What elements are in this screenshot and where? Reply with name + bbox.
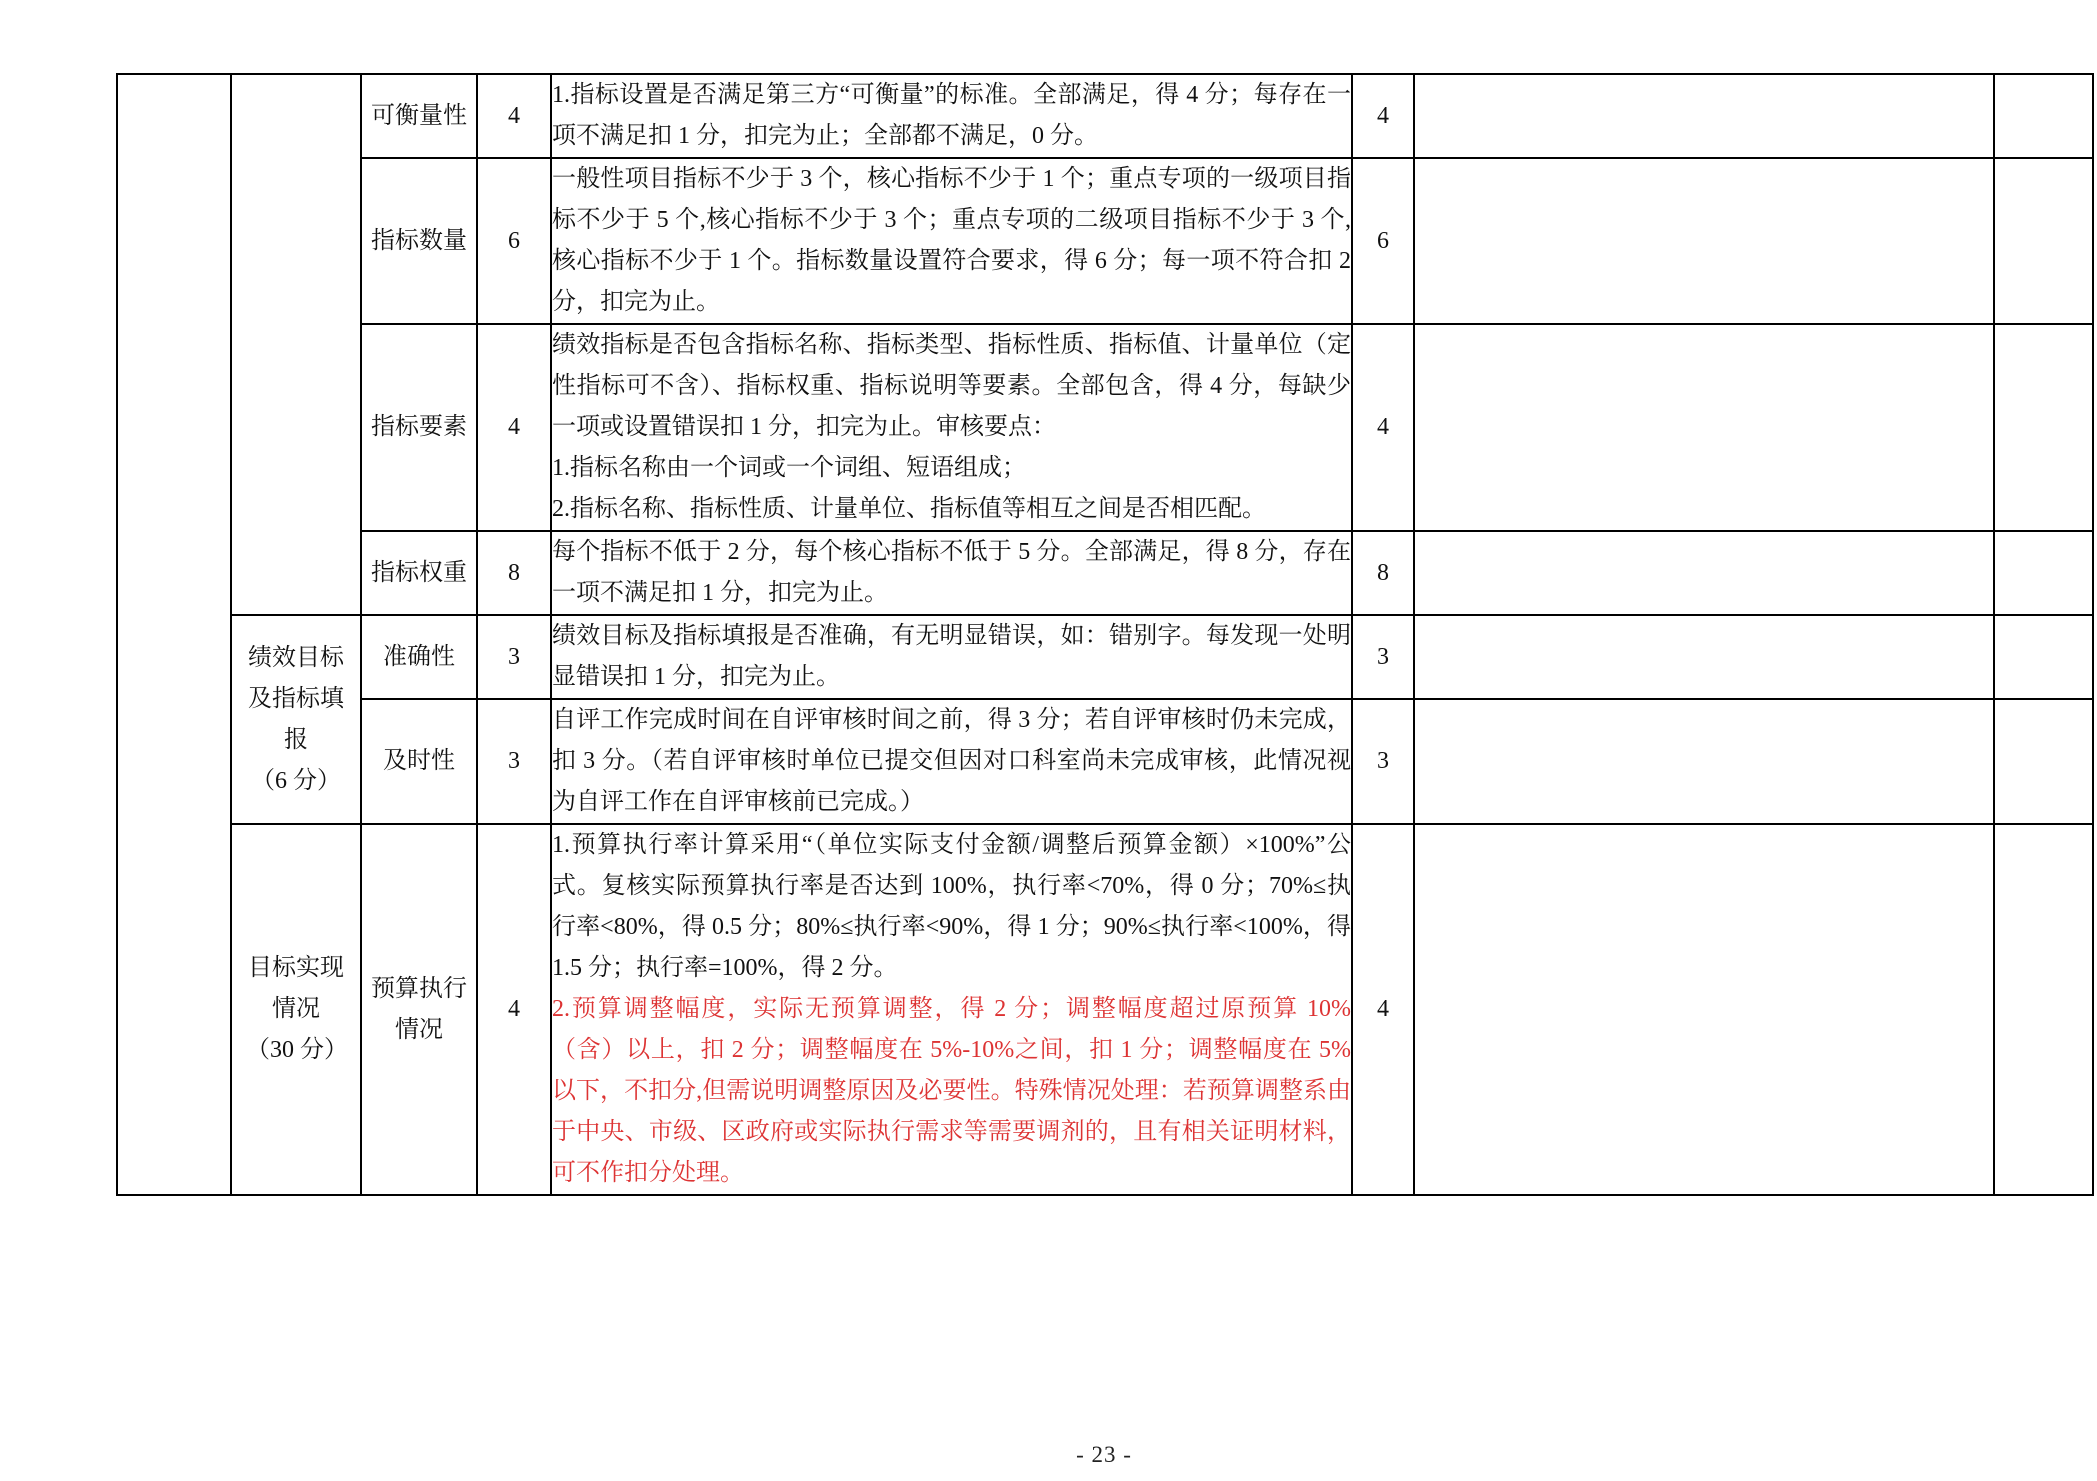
description-cell (551, 324, 1352, 531)
description-cell (551, 615, 1352, 699)
points-value: 6 (477, 158, 551, 324)
description-paragraph: 1.指标名称由一个词或一个词组、短语组成； (552, 455, 1026, 481)
criterion-label: 指标要素 (361, 324, 477, 531)
description-cell (551, 699, 1352, 824)
points-value: 3 (477, 699, 551, 824)
criterion-label: 指标权重 (361, 531, 477, 615)
score-value: 4 (1352, 824, 1414, 1195)
points-value: 3 (477, 615, 551, 699)
description-paragraph: 每个指标不低于 2 分，每个核心指标不低于 5 分。全部满足，得 8 分，存在一项不满足扣 1 分，扣完为止。 (552, 539, 1351, 606)
score-value: 4 (1352, 324, 1414, 531)
table-row (117, 615, 2093, 699)
notes-cell (1414, 615, 1994, 699)
points-value: 8 (477, 531, 551, 615)
table-row (117, 824, 2093, 1195)
remark-cell (1994, 531, 2093, 615)
criterion-label: 可衡量性 (361, 74, 477, 158)
group-label-cell (231, 824, 361, 1195)
points-value: 4 (477, 824, 551, 1195)
description-paragraph: 1.指标设置是否满足第三方“可衡量”的标准。全部满足，得 4 分；每存在一项不满足扣 1 分，扣完为止；全部都不满足，0 分。 (552, 82, 1351, 149)
notes-cell (1414, 324, 1994, 531)
description-cell (551, 74, 1352, 158)
description-paragraph: 2.指标名称、指标性质、计量单位、指标值等相互之间是否相匹配。 (552, 496, 1266, 522)
description-paragraph: 1.预算执行率计算采用“（单位实际支付金额/调整后预算金额）×100%”公式。复核实际预算执行率是否达到 100%，执行率<70%，得 0 分；70%≤执行率<80%，得 0.5 分；80%≤执行率<90%，得 1 分；90%≤执行率<100%，得 1.5 分；执行率=100%，得 2 分。 (552, 832, 1351, 981)
criterion-label: 指标数量 (361, 158, 477, 324)
remark-cell (1994, 824, 2093, 1195)
description-cell (551, 824, 1352, 1195)
notes-cell (1414, 74, 1994, 158)
notes-cell (1414, 531, 1994, 615)
score-value: 4 (1352, 74, 1414, 158)
group-label-cell (231, 615, 361, 824)
criterion-label: 及时性 (361, 699, 477, 824)
group-label: 目标实现情况 (248, 955, 344, 1022)
table-row (117, 531, 2093, 615)
notes-cell (1414, 699, 1994, 824)
group-score-label: （30 分） (246, 1037, 348, 1063)
notes-cell (1414, 158, 1994, 324)
criterion-label: 准确性 (361, 615, 477, 699)
left-margin-cell (117, 74, 231, 1195)
criterion-label-text: 预算执行情况 (371, 975, 467, 1043)
group-score-label: （6 分） (251, 767, 341, 794)
remark-cell (1994, 699, 2093, 824)
evaluation-score-table (116, 73, 2094, 1196)
score-value: 3 (1352, 615, 1414, 699)
page-number: - 23 - (1076, 1442, 1132, 1467)
remark-cell (1994, 615, 2093, 699)
table-row (117, 74, 2093, 158)
description-paragraph: 自评工作完成时间在自评审核时间之前，得 3 分；若自评审核时仍未完成，扣 3 分。（若自评审核时单位已提交但因对口科室尚未完成审核，此情况视为自评工作在自评审核前已完成。） (552, 707, 1351, 815)
table-row (117, 324, 2093, 531)
points-value: 4 (477, 74, 551, 158)
description-paragraph: 一般性项目指标不少于 3 个，核心指标不少于 1 个；重点专项的一级项目指标不少于 5 个,核心指标不少于 3 个；重点专项的二级项目指标不少于 3 个,核心指标不少于 1 个。指标数量设置符合要求，得 6 分；每一项不符合扣 2 分，扣完为止。 (552, 166, 1351, 315)
group-label: 绩效目标及指标填报 (248, 644, 344, 753)
description-cell (551, 158, 1352, 324)
table-row (117, 699, 2093, 824)
description-paragraph: 绩效指标是否包含指标名称、指标类型、指标性质、指标值、计量单位（定性指标可不含）、指标权重、指标说明等要素。全部包含，得 4 分，每缺少一项或设置错误扣 1 分，扣完为止。审核要点： (552, 332, 1351, 440)
remark-cell (1994, 74, 2093, 158)
group-label-cell-empty (231, 74, 361, 615)
remark-cell (1994, 324, 2093, 531)
score-value: 8 (1352, 531, 1414, 615)
notes-cell (1414, 824, 1994, 1195)
criterion-label (361, 824, 477, 1195)
table-row (117, 158, 2093, 324)
points-value: 4 (477, 324, 551, 531)
description-paragraph: 绩效目标及指标填报是否准确，有无明显错误，如：错别字。每发现一处明显错误扣 1 分，扣完为止。 (552, 623, 1351, 690)
score-value: 6 (1352, 158, 1414, 324)
remark-cell (1994, 158, 2093, 324)
description-cell (551, 531, 1352, 615)
score-value: 3 (1352, 699, 1414, 824)
description-paragraph-red: 2.预算调整幅度，实际无预算调整，得 2 分；调整幅度超过原预算 10%（含）以上，扣 2 分；调整幅度在 5%-10%之间，扣 1 分；调整幅度在 5%以下，不扣分,但需说明调整原因及必要性。特殊情况处理：若预算调整系由于中央、市级、区政府或实际执行需求等需要调剂的，且有相关证明材料，可不作扣分处理。 (552, 996, 1351, 1186)
